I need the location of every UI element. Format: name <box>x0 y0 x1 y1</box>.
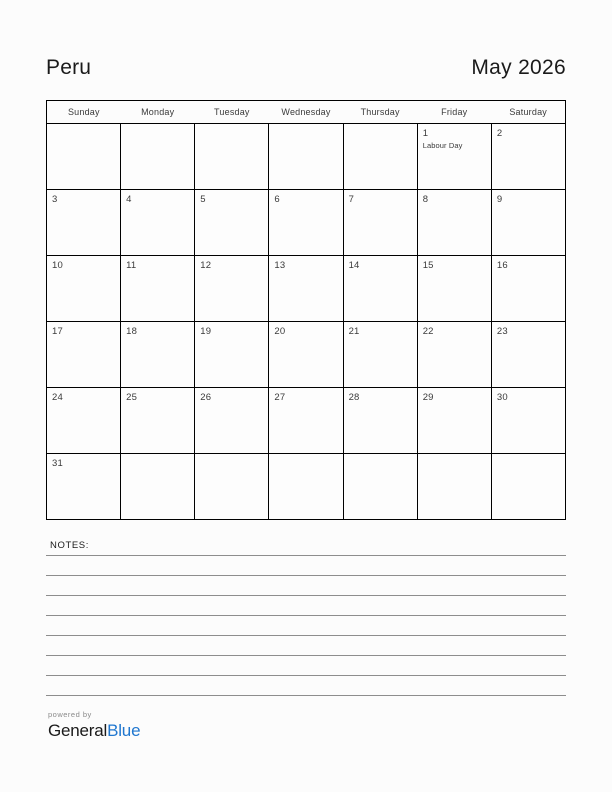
day-cell[interactable] <box>269 388 343 454</box>
day-cell[interactable] <box>491 454 565 520</box>
day-number: 30 <box>496 392 508 403</box>
day-cell[interactable] <box>343 190 417 256</box>
day-number: 27 <box>274 392 286 403</box>
day-cell[interactable] <box>417 256 491 322</box>
day-number: 13 <box>274 260 286 271</box>
calendar-week-row <box>47 454 566 520</box>
day-cell[interactable] <box>195 256 269 322</box>
day-number: 17 <box>52 326 63 337</box>
day-cell[interactable] <box>417 454 491 520</box>
day-number: 6 <box>274 194 280 205</box>
day-number: 23 <box>496 326 508 337</box>
calendar-week-row <box>47 388 566 454</box>
weekday-header-monday: Monday <box>121 101 195 124</box>
calendar-week-row <box>47 256 566 322</box>
day-number: 29 <box>422 392 434 403</box>
day-number: 15 <box>422 260 434 271</box>
day-cell[interactable] <box>47 322 121 388</box>
day-cell[interactable] <box>343 388 417 454</box>
page-header <box>46 46 566 88</box>
day-cell[interactable] <box>269 190 343 256</box>
day-number: 20 <box>274 326 286 337</box>
brand-name-first: General <box>48 721 108 740</box>
day-cell[interactable] <box>47 190 121 256</box>
day-number: 1 <box>422 128 429 139</box>
day-number: 12 <box>200 260 212 271</box>
weekday-header-row <box>47 101 566 124</box>
day-cell[interactable] <box>491 322 565 388</box>
day-number: 16 <box>496 260 508 271</box>
powered-by-label: powered by <box>48 710 92 719</box>
day-number: 4 <box>126 194 132 205</box>
day-number: 26 <box>200 392 212 403</box>
day-cell[interactable] <box>195 454 269 520</box>
page-title: Peru <box>46 55 92 79</box>
calendar-week-row <box>47 124 566 190</box>
weekday-header-thursday: Thursday <box>343 101 417 124</box>
notes-line[interactable] <box>46 655 566 656</box>
day-number: 25 <box>126 392 138 403</box>
day-cell[interactable] <box>417 388 491 454</box>
month-year-title: May 2026 <box>471 55 566 79</box>
day-number: 7 <box>348 194 355 205</box>
day-cell[interactable] <box>343 124 417 190</box>
day-cell[interactable] <box>121 388 195 454</box>
day-cell[interactable] <box>195 124 269 190</box>
calendar-week-row <box>47 322 566 388</box>
weekday-header-sunday: Sunday <box>47 101 121 124</box>
day-cell[interactable] <box>491 190 565 256</box>
weekday-header-friday: Friday <box>417 101 491 124</box>
day-number: 28 <box>348 392 360 403</box>
day-cell[interactable] <box>269 256 343 322</box>
day-number: 9 <box>496 194 503 205</box>
day-cell[interactable] <box>47 388 121 454</box>
notes-label: NOTES: <box>50 540 89 551</box>
day-cell[interactable] <box>269 322 343 388</box>
notes-line[interactable] <box>46 555 566 556</box>
brand-name-second: Blue <box>107 721 141 740</box>
day-number: 18 <box>126 326 138 337</box>
day-number: 8 <box>422 194 429 205</box>
notes-line[interactable] <box>46 595 566 596</box>
day-number: 14 <box>348 260 360 271</box>
calendar-body <box>47 124 566 520</box>
notes-section <box>46 540 566 696</box>
day-cell[interactable] <box>343 454 417 520</box>
day-cell[interactable] <box>47 124 121 190</box>
day-cell[interactable] <box>195 190 269 256</box>
day-cell[interactable] <box>417 124 491 190</box>
day-cell[interactable] <box>491 256 565 322</box>
day-number: 5 <box>200 194 206 205</box>
day-cell[interactable] <box>195 388 269 454</box>
weekday-header-tuesday: Tuesday <box>195 101 269 124</box>
day-cell[interactable] <box>121 190 195 256</box>
weekday-header-saturday: Saturday <box>491 101 565 124</box>
day-cell[interactable] <box>195 322 269 388</box>
notes-line[interactable] <box>46 635 566 636</box>
calendar-grid <box>46 100 566 520</box>
notes-line[interactable] <box>46 695 566 696</box>
day-cell[interactable] <box>121 124 195 190</box>
day-number: 22 <box>422 326 434 337</box>
day-number: 10 <box>52 260 63 271</box>
day-number: 19 <box>200 326 212 337</box>
notes-line[interactable] <box>46 575 566 576</box>
notes-line[interactable] <box>46 615 566 616</box>
day-cell[interactable] <box>269 124 343 190</box>
day-cell[interactable] <box>491 124 565 190</box>
day-cell[interactable] <box>417 322 491 388</box>
day-cell[interactable] <box>47 454 121 520</box>
day-number: 11 <box>126 260 137 271</box>
footer-branding <box>48 710 140 741</box>
day-number: 24 <box>52 392 63 403</box>
day-cell[interactable] <box>47 256 121 322</box>
calendar-weekday-header-row <box>47 101 566 124</box>
day-cell[interactable] <box>417 190 491 256</box>
day-number: 3 <box>52 194 58 205</box>
calendar-week-row <box>47 190 566 256</box>
weekday-header-wednesday: Wednesday <box>269 101 343 124</box>
day-cell[interactable] <box>343 256 417 322</box>
day-cell[interactable] <box>121 256 195 322</box>
day-cell[interactable] <box>121 454 195 520</box>
holiday-label: Labour Day <box>422 141 463 150</box>
day-cell[interactable] <box>269 454 343 520</box>
notes-line[interactable] <box>46 675 566 676</box>
day-number: 2 <box>496 128 503 139</box>
day-cell[interactable] <box>343 322 417 388</box>
day-cell[interactable] <box>121 322 195 388</box>
generalblue-logo[interactable] <box>48 721 140 741</box>
day-cell[interactable] <box>491 388 565 454</box>
day-number: 31 <box>52 458 63 469</box>
day-number: 21 <box>348 326 360 337</box>
